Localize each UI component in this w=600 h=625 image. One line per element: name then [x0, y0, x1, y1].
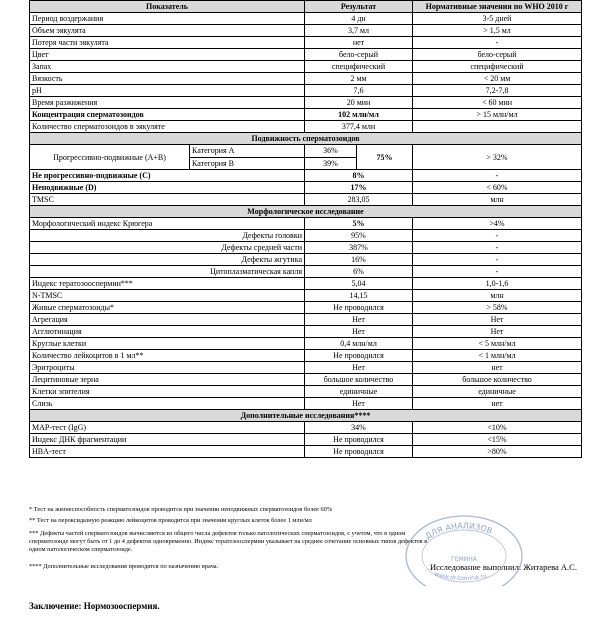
parameter-result: 2 мм: [305, 73, 413, 85]
section-title: Дополнительные исследования****: [30, 410, 582, 422]
stamp-name: ГЕМИНА: [451, 556, 477, 563]
parameter-result: 95%: [305, 230, 413, 242]
parameter-result: нет: [305, 37, 413, 49]
parameter-result: 5,04: [305, 278, 413, 290]
table-row: [30, 230, 582, 242]
col-header-result: Результат: [305, 1, 413, 13]
table-row: [30, 434, 582, 446]
signature: Исследование выполнил: Житарева А.С.: [430, 562, 577, 572]
parameter-result: Не проводился: [305, 434, 413, 446]
parameter-norm: единичные: [413, 386, 582, 398]
table-row: [30, 121, 582, 133]
parameter-name: Круглые клетки: [30, 338, 305, 350]
section-title: Морфологическое исследование: [30, 206, 582, 218]
col-header-param: Показатель: [30, 1, 305, 13]
parameter-name: Дефекты средней части: [30, 242, 305, 254]
parameter-name: Цитоплазматическая капля: [30, 266, 305, 278]
table-row: [30, 194, 582, 206]
table-row: [30, 97, 582, 109]
parameter-norm: < 60 мин: [413, 97, 582, 109]
table-row: [30, 326, 582, 338]
parameter-name: Индекс тератозооспермии***: [30, 278, 305, 290]
parameter-name: pH: [30, 85, 305, 97]
parameter-norm: -: [413, 242, 582, 254]
table-row: [30, 242, 582, 254]
conclusion: Заключение: Нормозооспермия.: [29, 601, 160, 611]
table-row: [30, 109, 582, 121]
category-value: 36%: [305, 145, 357, 158]
table-row: [30, 182, 582, 194]
table-row: [30, 290, 582, 302]
parameter-name: Дефекты головки: [30, 230, 305, 242]
table-row: [30, 218, 582, 230]
parameter-result: 5%: [305, 218, 413, 230]
parameter-result: специфический: [305, 61, 413, 73]
parameter-name: Живые сперматозоиды*: [30, 302, 305, 314]
parameter-norm: 7,2-7,8: [413, 85, 582, 97]
table-row: [30, 338, 582, 350]
parameter-result: 3,7 мл: [305, 25, 413, 37]
footnote-live: * Тест на жизнеспособность сперматозоидов проводится при значении неподвижных сперматозоидов более 60%: [29, 506, 333, 513]
table-row: [30, 73, 582, 85]
parameter-name: HBA-тест: [30, 446, 305, 458]
parameter-norm: млн: [413, 290, 582, 302]
parameter-result: 4 дн: [305, 13, 413, 25]
table-row: [30, 362, 582, 374]
table-row: [30, 145, 582, 158]
category-label: Категория A: [190, 145, 305, 158]
parameter-result: Нет: [305, 362, 413, 374]
parameter-norm: -: [413, 266, 582, 278]
parameter-result: 16%: [305, 254, 413, 266]
parameter-norm: -: [413, 37, 582, 49]
parameter-name: Прогрессивно-подвижные (A+B): [30, 145, 190, 170]
parameter-name: Концентрация сперматозоидов: [30, 109, 305, 121]
parameter-result: Не проводился: [305, 302, 413, 314]
parameter-name: Потеря части эякулята: [30, 37, 305, 49]
parameter-result: 8%: [305, 170, 413, 182]
parameter-result: 387%: [305, 242, 413, 254]
parameter-result: 6%: [305, 266, 413, 278]
col-header-norm: Нормативные значения по WHO 2010 г: [413, 1, 582, 13]
parameter-name: Эритроциты: [30, 362, 305, 374]
table-row: [30, 386, 582, 398]
table-row: [30, 302, 582, 314]
stamp-top-text: ДЛЯ АНАЛИЗОВ: [423, 521, 494, 541]
parameter-name: Количество сперматозоидов в эякуляте: [30, 121, 305, 133]
section-title: Подвижность сперматозоидов: [30, 133, 582, 145]
report-sheet: [29, 0, 581, 458]
parameter-result: единичные: [305, 386, 413, 398]
parameter-result: 377,4 млн: [305, 121, 413, 133]
parameter-norm: > 32%: [413, 145, 582, 170]
footnote-leukocytes: ** Тест на пероксидазную реакцию лейкоцитов проводится при значении круглых клеток более 1 млн/мл: [29, 517, 312, 524]
parameter-name: Слизь: [30, 398, 305, 410]
parameter-name: TMSC: [30, 194, 305, 206]
svg-text:www.dr-tomina.ru: [433, 571, 487, 582]
parameter-name: N-TMSC: [30, 290, 305, 302]
parameter-norm: 1,0-1,6: [413, 278, 582, 290]
table-row: [30, 61, 582, 73]
parameter-result: Нет: [305, 326, 413, 338]
parameter-result: 17%: [305, 182, 413, 194]
parameter-result: 0,4 млн/мл: [305, 338, 413, 350]
parameter-norm: < 1 млн/мл: [413, 350, 582, 362]
parameter-norm: 3-5 дней: [413, 13, 582, 25]
category-value: 39%: [305, 157, 357, 170]
section-row: [30, 410, 582, 422]
parameter-name: Запах: [30, 61, 305, 73]
parameter-norm: -: [413, 170, 582, 182]
table-row: [30, 49, 582, 61]
parameter-name: Время разжижения: [30, 97, 305, 109]
parameter-norm: -: [413, 254, 582, 266]
parameter-name: Неподвижные (D): [30, 182, 305, 194]
parameter-name: Морфологический индекс Крюгера: [30, 218, 305, 230]
footnote-defects: *** Дефекты частей сперматозоидов вычисляются из общего числа дефектов только патологических сперматозоидов, с учетом, что в одном сперматозоиде могут быть от 1 до 4 дефектов одновременно. Индекс тератозооспермии указывает на среднее сочетание основных типов дефектов в одном патологическом сперматозоиде.: [29, 530, 428, 553]
parameter-result: 20 мин: [305, 97, 413, 109]
parameter-norm: >80%: [413, 446, 582, 458]
parameter-name: Период воздержания: [30, 13, 305, 25]
parameter-name: Лецитиновые зерна: [30, 374, 305, 386]
parameter-result: Не проводился: [305, 446, 413, 458]
parameter-name: Не прогрессивно-подвижные (C): [30, 170, 305, 182]
parameter-name: Агглютинация: [30, 326, 305, 338]
section-row: [30, 206, 582, 218]
parameter-norm: -: [413, 230, 582, 242]
parameter-name: Агрегация: [30, 314, 305, 326]
stamp-bottom-text: www.dr-tomina.ru: [433, 570, 488, 583]
parameter-name: Клетки эпителия: [30, 386, 305, 398]
parameter-norm: <15%: [413, 434, 582, 446]
parameter-norm: > 1,5 мл: [413, 25, 582, 37]
parameter-name: MAP-тест (IgG): [30, 422, 305, 434]
parameter-norm: < 20 мм: [413, 73, 582, 85]
lab-stamp-icon: [400, 506, 528, 586]
table-row: [30, 398, 582, 410]
parameter-name: Цвет: [30, 49, 305, 61]
parameter-result: 283,05: [305, 194, 413, 206]
parameter-norm: >4%: [413, 218, 582, 230]
parameter-norm: > 15 млн/мл: [413, 109, 582, 121]
parameter-norm: < 60%: [413, 182, 582, 194]
footnote-additional: **** Дополнительные исследования проводятся по назначению врача.: [29, 563, 219, 570]
table-row: [30, 446, 582, 458]
section-row: [30, 133, 582, 145]
parameter-norm: бело-серый: [413, 49, 582, 61]
parameter-name: Индекс ДНК фрагментации: [30, 434, 305, 446]
parameter-norm: нет: [413, 362, 582, 374]
table-row: [30, 350, 582, 362]
parameter-norm: > 58%: [413, 302, 582, 314]
table-row: [30, 374, 582, 386]
parameter-norm: < 5 млн/мл: [413, 338, 582, 350]
parameter-result: 102 млн/мл: [305, 109, 413, 121]
parameter-norm: млн: [413, 194, 582, 206]
parameter-norm: Нет: [413, 326, 582, 338]
parameter-result: Нет: [305, 314, 413, 326]
table-row: [30, 85, 582, 97]
table-row: [30, 314, 582, 326]
header-row: [30, 1, 582, 13]
table-row: [30, 278, 582, 290]
parameter-result: бело-серый: [305, 49, 413, 61]
table-row: [30, 170, 582, 182]
table-row: [30, 266, 582, 278]
table-row: [30, 254, 582, 266]
parameter-norm: <10%: [413, 422, 582, 434]
parameter-norm: нет: [413, 398, 582, 410]
category-label: Категория B: [190, 157, 305, 170]
table-row: [30, 25, 582, 37]
parameter-name: Вязкость: [30, 73, 305, 85]
parameter-result: большое количество: [305, 374, 413, 386]
parameter-name: Количество лейкоцитов в 1 мл**: [30, 350, 305, 362]
parameter-norm: большое количество: [413, 374, 582, 386]
parameter-name: Объем эякулята: [30, 25, 305, 37]
parameter-norm: специфический: [413, 61, 582, 73]
parameter-result: 75%: [357, 145, 413, 170]
parameter-norm: [413, 121, 582, 133]
parameter-result: 14,15: [305, 290, 413, 302]
results-table: [29, 0, 582, 458]
parameter-result: 34%: [305, 422, 413, 434]
parameter-result: Не проводился: [305, 350, 413, 362]
parameter-result: 7,6: [305, 85, 413, 97]
parameter-norm: Нет: [413, 314, 582, 326]
parameter-result: Нет: [305, 398, 413, 410]
table-row: [30, 422, 582, 434]
table-row: [30, 37, 582, 49]
parameter-name: Дефекты жгутика: [30, 254, 305, 266]
table-row: [30, 13, 582, 25]
